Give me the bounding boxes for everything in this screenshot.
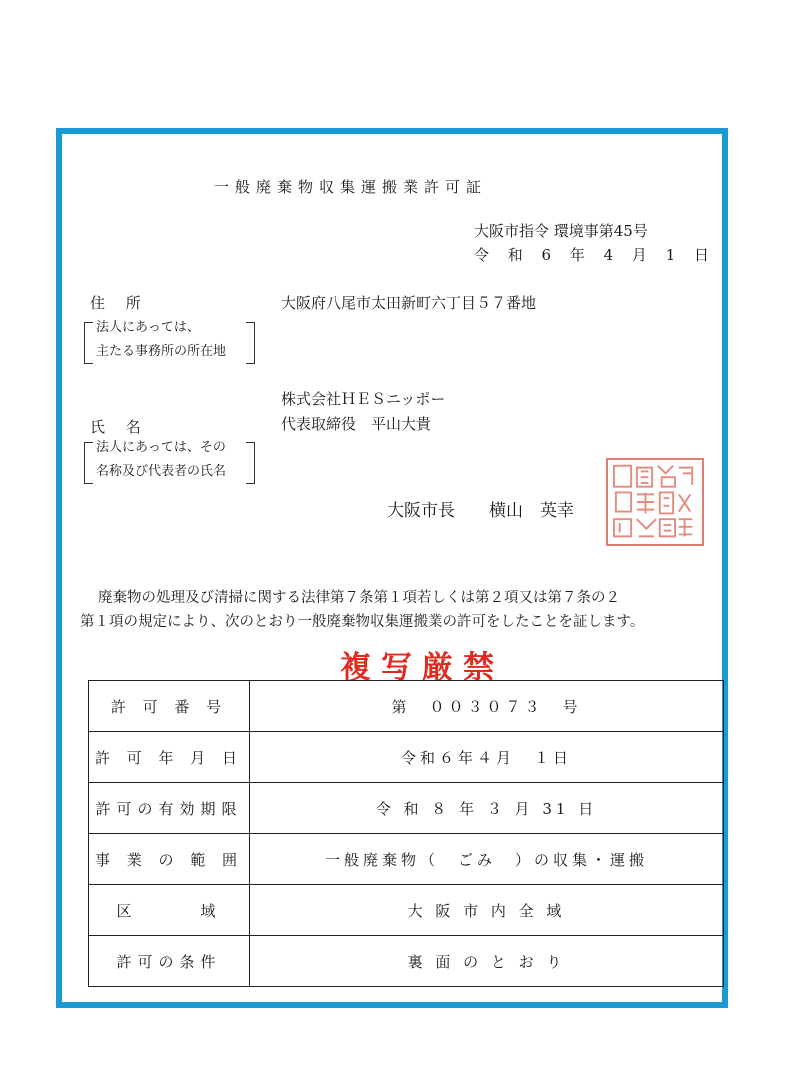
table-row	[89, 681, 724, 732]
row-value: 令和６年４月 １日	[250, 732, 724, 783]
address-note-bracket-left	[84, 322, 93, 364]
table-row	[89, 885, 724, 936]
name-note-bracket-right	[246, 442, 255, 484]
statement-line2: 第１項の規定により、次のとおり一般廃棄物収集運搬業の許可をしたことを証します。	[80, 614, 645, 630]
row-label: 許 可 年 月 日	[89, 732, 250, 783]
name-note-line1: 法人にあっては、その	[96, 440, 226, 455]
table-row	[89, 783, 724, 834]
table-row	[89, 936, 724, 987]
row-label: 許可の有効期限	[89, 783, 250, 834]
row-value: 第 ００３０７３ 号	[250, 681, 724, 732]
statement-line1: 廃棄物の処理及び清掃に関する法律第７条第１項若しくは第２項又は第７条の２	[98, 590, 620, 606]
address-note-line2: 主たる事務所の所在地	[96, 344, 227, 359]
no-copy-notice: 複写厳禁	[340, 650, 504, 686]
row-value: 大 阪 市 内 全 域	[250, 885, 724, 936]
row-value: 裏 面 の と お り	[250, 936, 724, 987]
name-note-line2: 名称及び代表者の氏名	[96, 464, 227, 479]
name-note-bracket-left	[84, 442, 93, 484]
table-row	[89, 834, 724, 885]
address-value: 大阪府八尾市太田新町六丁目５７番地	[281, 294, 537, 312]
document-title: 一般廃棄物収集運搬業許可証	[214, 178, 488, 196]
name-label: 氏 名	[90, 418, 149, 436]
address-note-line1: 法人にあっては、	[96, 320, 200, 335]
company-name: 株式会社ＨＥＳニッポー	[281, 390, 446, 408]
table-row	[89, 732, 724, 783]
row-value: 令 和 ８ 年 ３ 月 31 日	[250, 783, 724, 834]
mayor-signature: 大阪市長 横山 英幸	[387, 501, 574, 521]
address-label: 住 所	[90, 294, 149, 312]
reference-number: 大阪市指令 環境事第45号	[474, 222, 648, 240]
certification-statement	[80, 586, 645, 634]
issue-date: 令 和 6 年 4 月 1 日	[474, 246, 717, 264]
row-label: 事 業 の 範 囲	[89, 834, 250, 885]
license-details-table	[88, 680, 724, 987]
row-label: 区 域	[89, 885, 250, 936]
row-label: 許可の条件	[89, 936, 250, 987]
official-seal	[606, 458, 704, 546]
address-note-bracket-right	[246, 322, 255, 364]
seal-graphic	[608, 460, 702, 544]
representative-name: 代表取締役 平山大貴	[281, 415, 432, 433]
row-value: 一般廃棄物（ ごみ ）の収集・運搬	[250, 834, 724, 885]
row-label: 許 可 番 号	[89, 681, 250, 732]
